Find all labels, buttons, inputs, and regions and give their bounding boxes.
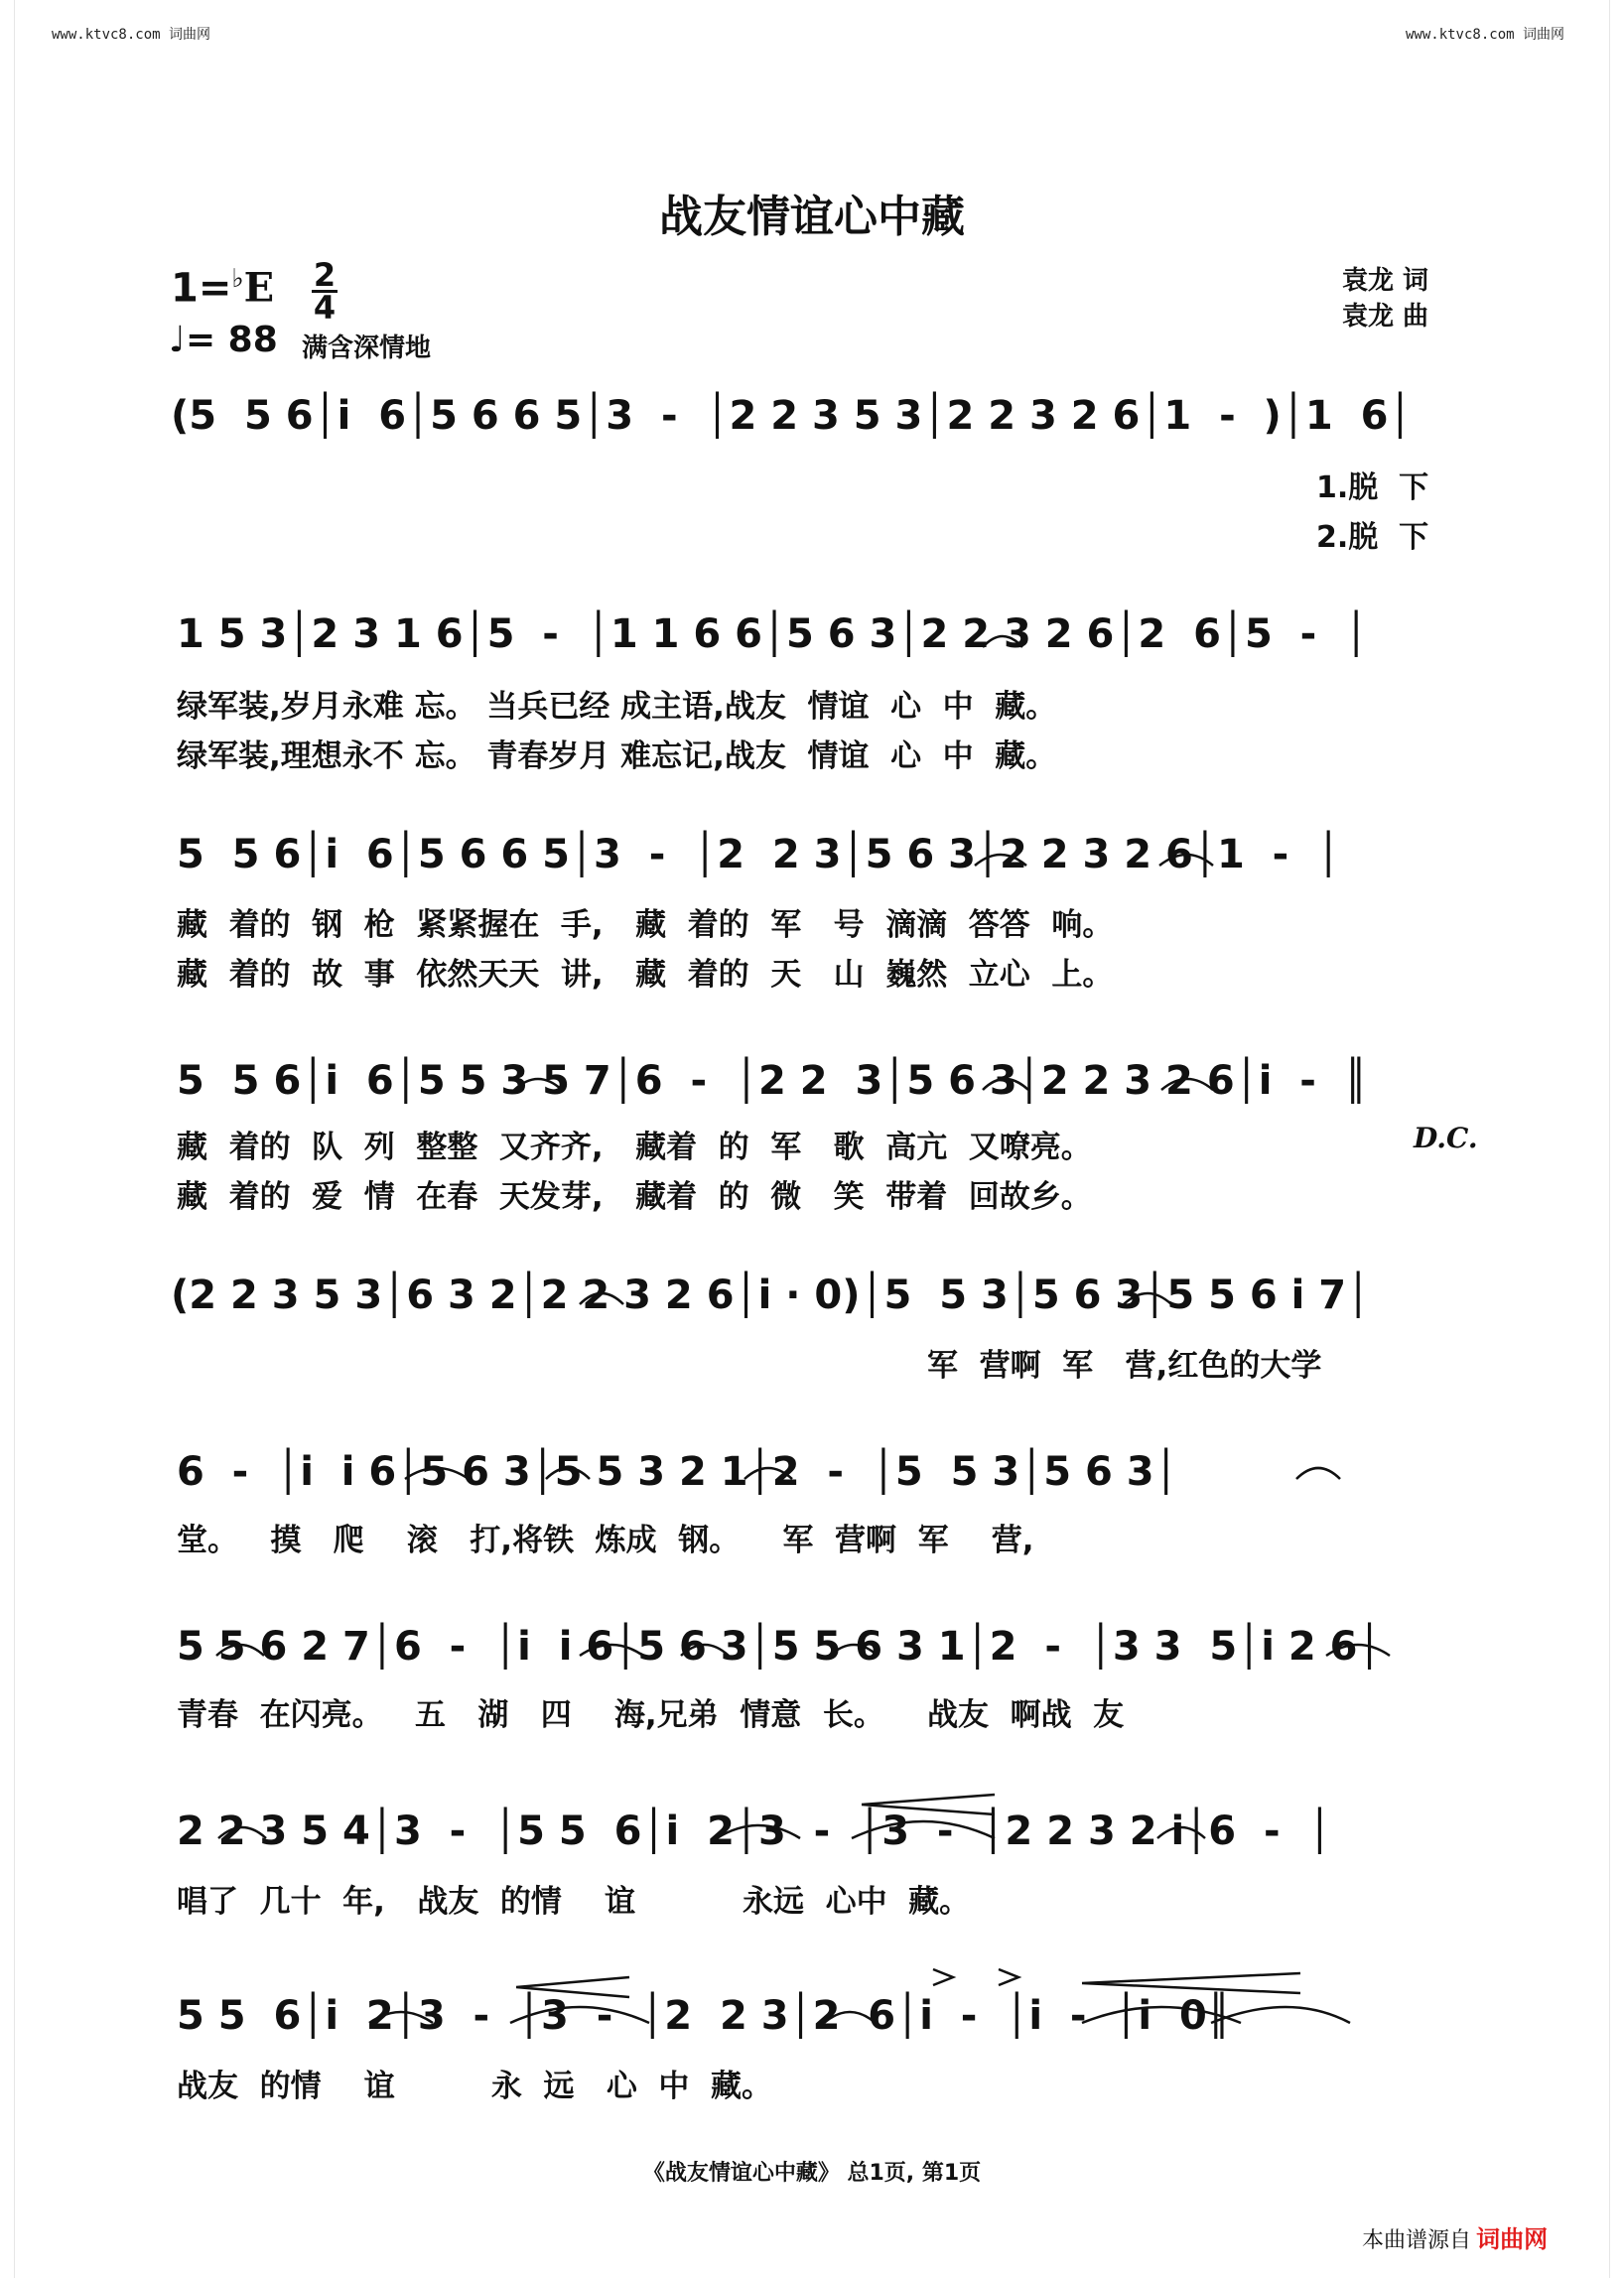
notation-system-4: 5 5 6│i 6│5 5 3 5 7│6 - │2 2 3│5 6 3│2 2 3 2 6│i - ║ <box>177 1058 1368 1104</box>
notation-system-5: (2 2 3 5 3│6 3 2│2 2 3 2 6│i · 0)│5 5 3│5 6 3│5 5 6 i 7│ <box>171 1273 1371 1318</box>
lyric-s7-v1: 青春 在闪亮。 五 湖 四 海,兄弟 情意 长。 战友 啊战 友 <box>177 1697 1125 1733</box>
lyric-s4-v2: 藏 着的 爱 情 在春 天发芽, 藏着 的 微 笑 带着 回故乡。 <box>177 1179 1092 1215</box>
lyric-s5-v1: 军 营啊 军 营,红色的大学 <box>927 1348 1322 1384</box>
tie-mark <box>983 636 1022 647</box>
crescendo-hairpin <box>516 1977 629 1997</box>
key-do: 1 <box>171 265 199 312</box>
source-brand-link[interactable]: 词曲网 <box>1476 2225 1549 2253</box>
accent-mark <box>933 1969 953 1985</box>
time-top: 2 <box>313 256 337 294</box>
tie-mark <box>405 1468 469 1479</box>
tie-mark <box>1161 1079 1213 1090</box>
lyric-s2-v2: 绿军装,理想永不 忘。 青春岁月 难忘记,战友 情谊 心 中 藏。 <box>177 738 1057 774</box>
lyric-s8-v1: 唱了 几十 年, 战友 的情 谊 永远 心中 藏。 <box>177 1884 971 1920</box>
key-equals: = <box>198 265 232 312</box>
tie-mark <box>717 1825 800 1838</box>
tie-mark <box>1157 1827 1205 1838</box>
lyric-s1-v1: 1.脱 下 <box>1316 470 1429 505</box>
key-letter: E <box>243 264 275 312</box>
tie-mark <box>830 1645 878 1656</box>
tie-mark <box>1326 1645 1390 1656</box>
notation-system-9: 5 5 6│i 2│3 - │3 - │2 2 3│2 6│i - │i - │i 0║ <box>177 1993 1231 2039</box>
lyric-s3-v2: 藏 着的 故 事 依然天天 讲, 藏 着的 天 山 巍然 立心 上。 <box>177 957 1114 993</box>
lyric-s9-v1: 战友 的情 谊 永 远 心 中 藏。 <box>177 2069 773 2104</box>
tie-mark <box>983 1079 1028 1090</box>
tie-mark <box>852 1821 995 1838</box>
tie-mark <box>546 1468 590 1479</box>
tie-mark <box>216 1645 264 1656</box>
tie-mark <box>744 1468 792 1479</box>
tie-mark <box>975 855 1026 866</box>
tie-mark <box>218 1827 266 1838</box>
notation-system-8: 2 2 3 5 4│3 - │5 5 6│i 2│3 - │3 - │2 2 3 2 i│6 - │ <box>177 1809 1332 1854</box>
lyric-s3-v1: 藏 着的 钢 枪 紧紧握在 手, 藏 着的 军 号 滴滴 答答 响。 <box>177 907 1114 943</box>
expression-text: 满含深情地 <box>302 334 432 363</box>
tie-mark <box>580 1645 643 1656</box>
page-footer: 《战友情谊心中藏》 总1页, 第1页 <box>642 2161 982 2186</box>
source-credit <box>1362 2219 1548 2254</box>
tie-mark <box>824 2012 876 2023</box>
quarter-note-icon: ♩ <box>169 320 186 360</box>
lyricist-credit: 袁龙 词 <box>1342 266 1429 296</box>
lyric-s1-v2: 2.脱 下 <box>1316 520 1429 555</box>
lyric-s4-v1: 藏 着的 队 列 整整 又齐齐, 藏着 的 军 歌 高亢 又嘹亮。 <box>177 1130 1092 1165</box>
tie-mark <box>1124 1293 1171 1304</box>
song-title: 战友情谊心中藏 <box>659 192 965 242</box>
header-site-left[interactable]: www.ktvc8.com 词曲网 <box>52 27 211 43</box>
tie-mark <box>580 1293 623 1304</box>
tie-mark <box>510 2007 649 2023</box>
tie-mark <box>369 2012 433 2023</box>
crescendo-hairpin <box>862 1795 995 1814</box>
tie-mark <box>514 1079 562 1090</box>
notation-system-2: 1 5 3│2 3 1 6│5 - │1 1 6 6│5 6 3│2 2 3 2 6│2 6│5 - │ <box>177 611 1369 657</box>
time-bottom: 4 <box>313 289 337 327</box>
notation-system-3: 5 5 6│i 6│5 6 6 5│3 - │2 2 3│5 6 3│2 2 3 2 6│1 - │ <box>177 832 1341 877</box>
lyric-s2-v1: 绿军装,岁月永难 忘。 当兵已经 成主语,战友 情谊 心 中 藏。 <box>177 689 1057 725</box>
crescendo-hairpin <box>1082 1973 1300 1993</box>
source-label: 本曲谱源自 <box>1362 2228 1472 2253</box>
header-site-right[interactable]: www.ktvc8.com 词曲网 <box>1405 27 1564 43</box>
notation-system-6: 6 - │i i 6│5 6 3│5 5 3 2 1│2 - │5 5 3│5 6 3│ <box>177 1449 1178 1495</box>
dc-marking: D.C. <box>1414 1122 1478 1154</box>
tie-mark <box>681 1645 729 1656</box>
composer-credit: 袁龙 曲 <box>1342 302 1429 332</box>
tie-mark <box>1159 855 1213 866</box>
notation-system-7: 5 5 6 2 7│6 - │i i 6│5 6 3│5 5 6 3 1│2 - │3 3 5│i 2 6│ <box>177 1624 1382 1670</box>
tempo-value: = 88 <box>185 320 278 360</box>
notation-system-1: (5 5 6│i 6│5 6 6 5│3 - │2 2 3 5 3│2 2 3 2 6│1 - )│1 6│ <box>171 393 1413 439</box>
lyric-s6-v1: 堂。 摸 爬 滚 打,将铁 炼成 钢。 军 营啊 军 营, <box>177 1523 1034 1558</box>
tie-mark <box>1296 1468 1340 1479</box>
accent-mark <box>999 1969 1018 1985</box>
flat-sign: ♭ <box>231 264 244 294</box>
